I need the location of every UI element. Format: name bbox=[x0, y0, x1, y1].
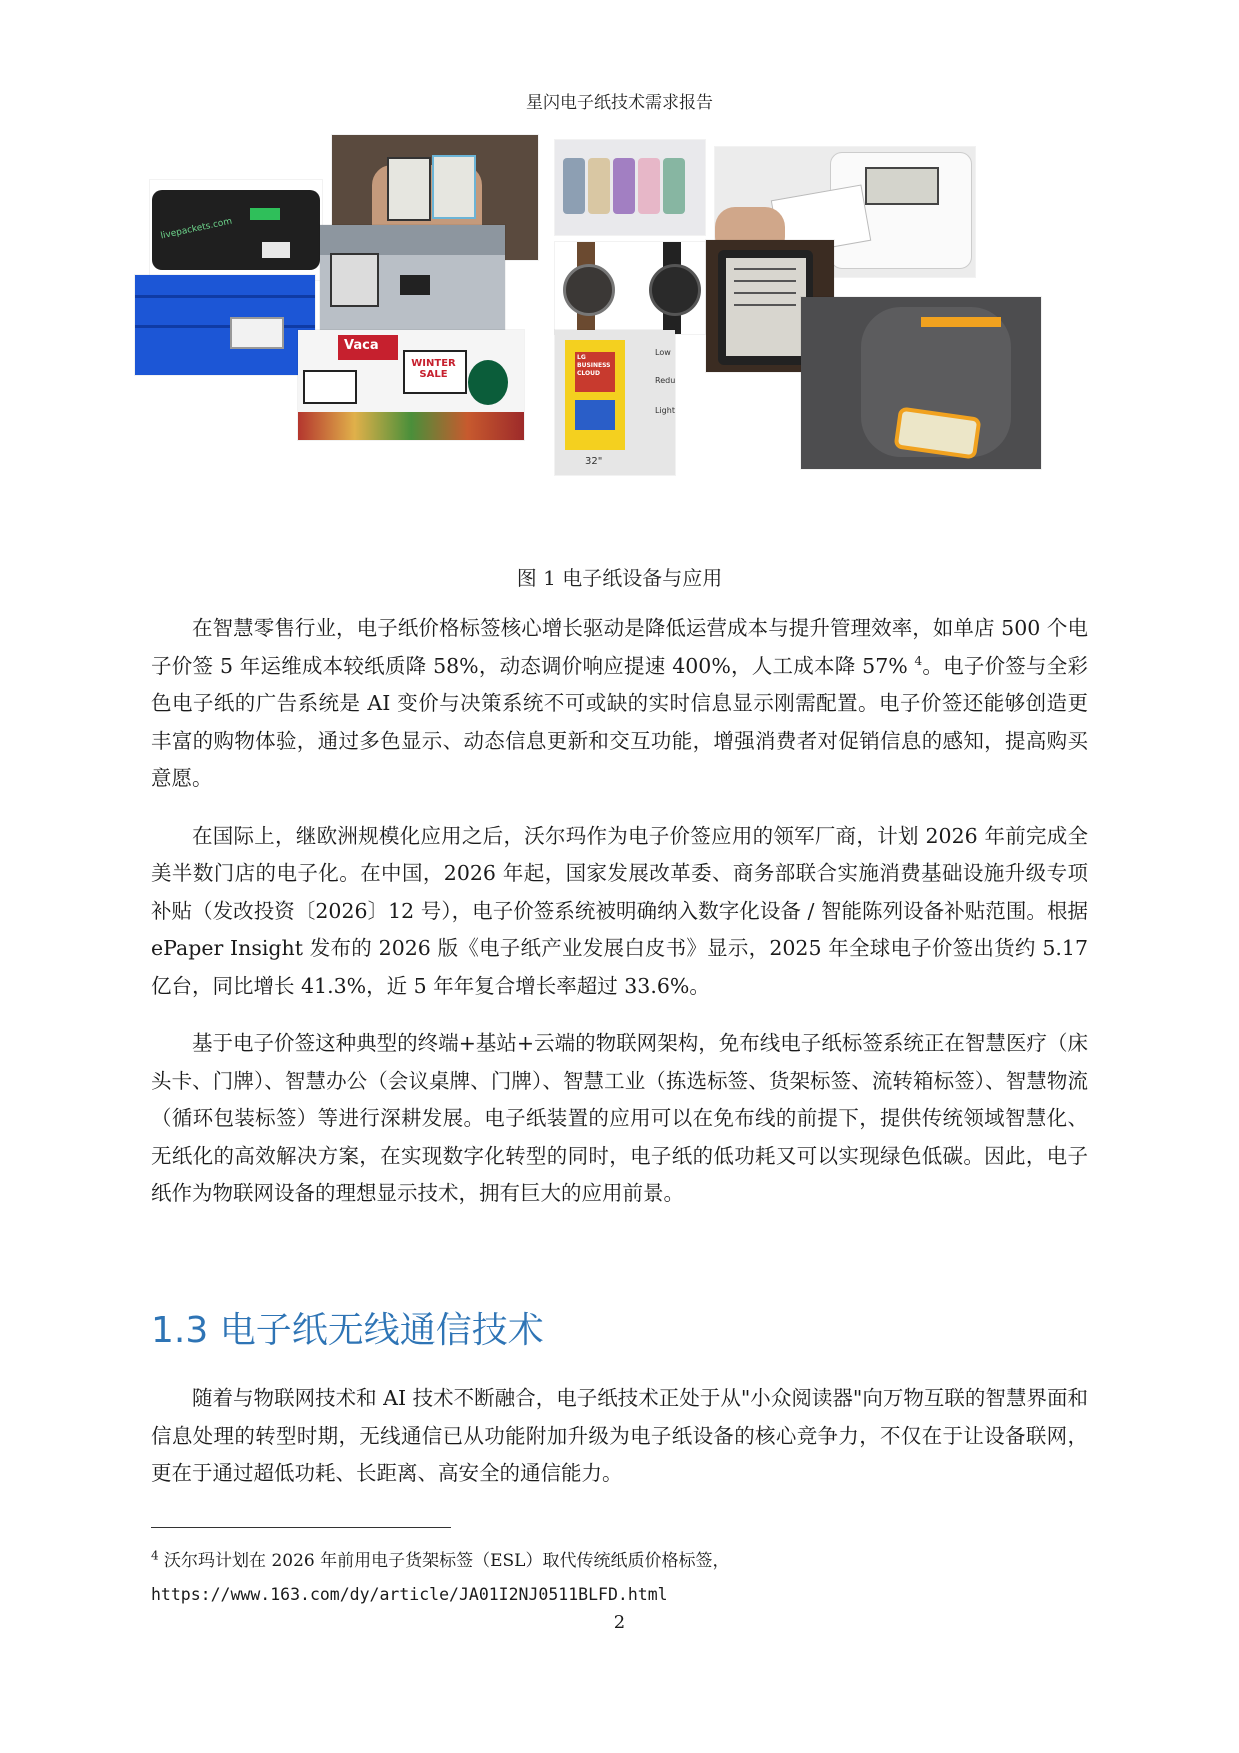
paragraph-retail bbox=[151, 610, 1088, 798]
ad-line-1: Low bbox=[655, 348, 671, 357]
footnote-number: 4 bbox=[151, 1548, 159, 1563]
photo-watches bbox=[555, 242, 705, 334]
photo-bus-display bbox=[320, 225, 505, 330]
price-tag-word: Vaca bbox=[344, 338, 379, 353]
ad-line-3: Light bbox=[655, 406, 675, 415]
figure-caption: 图 1 电子纸设备与应用 bbox=[516, 566, 723, 590]
page-number: 2 bbox=[613, 1612, 626, 1633]
photo-price-tags bbox=[298, 330, 524, 440]
body-text bbox=[151, 610, 1088, 1233]
paragraph-retail-text: 在智慧零售行业，电子纸价格标签核心增长驱动是降低运营成本与提升管理效率，如单店 500 个电子价签 5 年运维成本较纸质降 58%，动态调价响应提速 400%，人工成本降 57% bbox=[151, 616, 1088, 678]
page-header: 星闪电子纸技术需求报告 bbox=[526, 93, 713, 113]
photo-blue-crate bbox=[135, 275, 315, 375]
footnote-link[interactable]: https://www.163.com/dy/article/JA01I2NJ0511BLFD.html bbox=[151, 1585, 668, 1604]
photo-lg-sign bbox=[555, 330, 675, 475]
sale-tag-label: WINTER SALE bbox=[411, 358, 456, 380]
footnote-text: 沃尔玛计划在 2026 年前用电子货架标签（ESL）取代传统纸质价格标签， bbox=[164, 1551, 730, 1571]
section-body bbox=[151, 1380, 1088, 1513]
photo-armband bbox=[801, 297, 1041, 469]
footnote bbox=[151, 1544, 1091, 1612]
figure-collage bbox=[150, 150, 1090, 540]
photo-phone-cases bbox=[555, 140, 705, 235]
paragraph-international: 在国际上，继欧洲规模化应用之后，沃尔玛作为电子价签应用的领军厂商，计划 2026 年前完成全美半数门店的电子化。在中国，2026 年起，国家发展改革委、商务部联合实施消费基础设施升级专项补贴（发改投资〔2026〕12 号），电子价签系统被明确纳入数字化设备 / 智能陈列设备补贴范围。根据 ePaper Insight 发布的 2026 版《电子纸产业发展白皮书》显示，2025 年全球电子价签出货约 5.17 亿台，同比增长 41.3%，近 5 年年复合增长率超过 33.6%。 bbox=[151, 823, 1088, 998]
photo-packaging-box bbox=[150, 180, 322, 280]
ad-line-2: Redu bbox=[655, 376, 675, 385]
footnote-ref[interactable]: 4 bbox=[914, 653, 923, 668]
lg-sign-size: 32" bbox=[585, 456, 603, 467]
paragraph-wireless: 随着与物联网技术和 AI 技术不断融合，电子纸技术正处于从"小众阅读器"向万物互联的智慧界面和信息处理的转型时期，无线通信已从功能附加升级为电子纸设备的核心竞争力，不仅在于让设备联网，更在于通过超低功耗、长距离、高安全的通信能力。 bbox=[151, 1386, 1088, 1485]
footnote-divider bbox=[151, 1527, 451, 1528]
box-brand-label: livepackets.com bbox=[159, 216, 234, 242]
section-heading: 1.3 电子纸无线通信技术 bbox=[151, 1310, 544, 1351]
lg-sign-title: LG BUSINESS CLOUD bbox=[577, 354, 611, 377]
paragraph-iot: 基于电子价签这种典型的终端+基站+云端的物联网架构，免布线电子纸标签系统正在智慧医疗（床头卡、门牌）、智慧办公（会议桌牌、门牌）、智慧工业（拣选标签、货架标签、流转箱标签）、智慧物流（循环包装标签）等进行深耕发展。电子纸装置的应用可以在免布线的前提下，提供传统领域智慧化、无纸化的高效解决方案，在实现数字化转型的同时，电子纸的低功耗又可以实现绿色低碳。因此，电子纸作为物联网设备的理想显示技术，拥有巨大的应用前景。 bbox=[151, 1031, 1088, 1205]
paragraph-retail-rest: 。电子价签与全彩色电子纸的广告系统是 AI 变价与决策系统不可或缺的实时信息显示刚需配置。电子价签还能够创造更丰富的购物体验，通过多色显示、动态信息更新和交互功能，增强消费者对促销信息的感知，提高购买意愿。 bbox=[151, 653, 1088, 790]
